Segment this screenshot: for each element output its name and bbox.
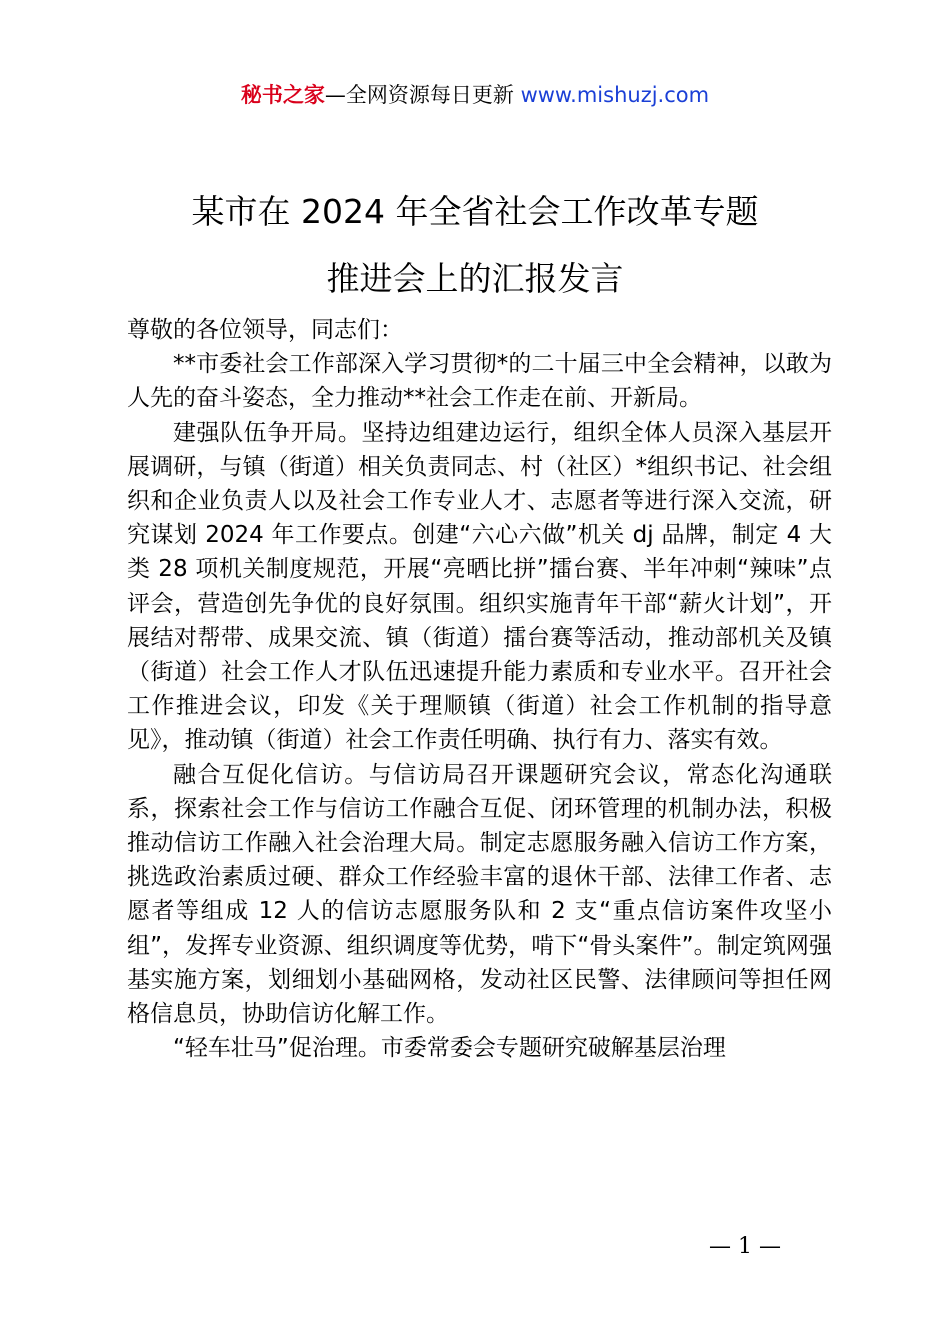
site-url[interactable]: www.mishuzj.com [520, 83, 710, 107]
tagline: —全网资源每日更新 [324, 83, 521, 107]
paragraph-3: 融合互促化信访。与信访局召开课题研究会议，常态化沟通联系，探索社会工作与信访工作融合互促、闭环管理的机制办法，积极推动信访工作融入社会治理大局。制定志愿服务融入信访工作方案，挑选政治素质过硬、群众工作经验丰富的退休干部、法律工作者、志愿者等组成 12 人的信访志愿服务队和 2 支“重点信访案件攻坚小组”，发挥专业资源、组织调度等优势，啃下“骨头案件”。制定筑网强基实施方案，划细划小基础网格，发动社区民警、法律顾问等担任网格信息员，协助信访化解工作。 [127, 761, 832, 1028]
paragraph-4: “轻车壮马”促治理。市委常委会专题研究破解基层治理 [173, 1035, 726, 1062]
salutation: 尊敬的各位领导，同志们： [127, 317, 403, 343]
paragraph-1: **市委社会工作部深入学习贯彻*的二十届三中全会精神，以敢为人先的奋斗姿态，全力推动**社会工作走在前、开新局。 [127, 351, 832, 412]
title-line-1: 某市在 2024 年全省社会工作改革专题 [191, 192, 759, 231]
site-header [0, 80, 950, 110]
document-body [127, 313, 832, 1065]
title-line-2: 推进会上的汇报发言 [326, 259, 624, 298]
brand-name: 秘书之家 [240, 83, 325, 107]
page-number: — 1 — [709, 1234, 781, 1259]
paragraph-2: 建强队伍争开局。坚持边组建边运行，组织全体人员深入基层开展调研，与镇（街道）相关负责同志、村（社区）*组织书记、社会组织和企业负责人以及社会工作专业人才、志愿者等进行深入交流，研究谋划 2024 年工作要点。创建“六心六做”机关 dj 品牌，制定 4 大类 28 项机关制度规范，开展“亮晒比拼”擂台赛、半年冲刺“辣味”点评会，营造创先争优的良好氛围。组织实施青年干部“薪火计划”，开展结对帮带、成果交流、镇（街道）擂台赛等活动，推动部机关及镇（街道）社会工作人才队伍迅速提升能力素质和专业水平。召开社会工作推进会议，印发《关于理顺镇（街道）社会工作机制的指导意见》，推动镇（街道）社会工作责任明确、执行有力、落实有效。 [127, 419, 832, 754]
